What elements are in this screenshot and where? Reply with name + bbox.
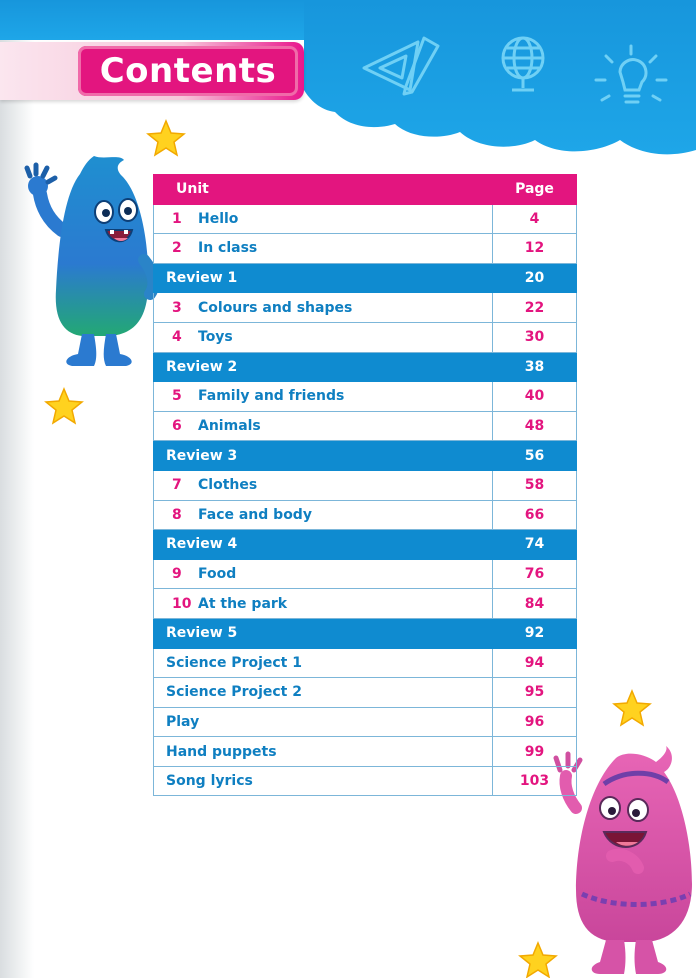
- page-number: 4: [493, 204, 577, 234]
- unit-number: 1: [172, 210, 182, 227]
- entry-title: [154, 204, 493, 234]
- page-number: 95: [493, 678, 577, 708]
- entry-label: Song lyrics: [166, 773, 253, 790]
- entry-label: Family and friends: [198, 388, 345, 405]
- page-number: 40: [493, 382, 577, 412]
- entry-label: Hello: [198, 210, 239, 227]
- unit-number: 9: [172, 566, 182, 583]
- table-row: [154, 411, 577, 441]
- entry-title: [154, 263, 493, 293]
- review-row: [154, 352, 577, 382]
- entry-label: Face and body: [198, 506, 312, 523]
- table-row: [154, 707, 577, 737]
- entry-title: [154, 441, 493, 471]
- entry-title: [154, 500, 493, 530]
- entry-label: Animals: [198, 418, 261, 435]
- page-number: 94: [493, 648, 577, 678]
- entry-label: Toys: [198, 329, 233, 346]
- page-number: 48: [493, 411, 577, 441]
- table-row: [154, 204, 577, 234]
- table-row: [154, 500, 577, 530]
- page-number: 99: [493, 737, 577, 767]
- page-number: 58: [493, 470, 577, 500]
- unit-number: 7: [172, 477, 182, 494]
- unit-number: 5: [172, 388, 182, 405]
- page-number: 92: [493, 618, 577, 648]
- entry-title: [154, 352, 493, 382]
- page-number: 84: [493, 589, 577, 619]
- entry-label: In class: [198, 240, 258, 257]
- entry-title: [154, 618, 493, 648]
- entry-label: Play: [166, 713, 200, 730]
- table-row: [154, 293, 577, 323]
- page-number: 12: [493, 234, 577, 264]
- entry-label: Science Project 2: [166, 684, 302, 701]
- star-icon: [44, 386, 84, 426]
- contents-table: [153, 174, 577, 796]
- unit-number: 3: [172, 299, 182, 316]
- entry-title: [154, 234, 493, 264]
- review-row: [154, 263, 577, 293]
- entry-label: Review 5: [166, 625, 238, 642]
- entry-title: [154, 470, 493, 500]
- unit-column-header: Unit: [154, 175, 493, 205]
- entry-label: Colours and shapes: [198, 299, 353, 316]
- title-box: [78, 46, 298, 96]
- review-row: [154, 441, 577, 471]
- entry-label: Hand puppets: [166, 743, 277, 760]
- lightbulb-icon: [590, 42, 672, 124]
- page-number: 74: [493, 530, 577, 560]
- page-number: 56: [493, 441, 577, 471]
- set-square-pencil-icon: [358, 34, 442, 98]
- table-row: [154, 234, 577, 264]
- page-number: 103: [493, 766, 577, 796]
- entry-title: [154, 322, 493, 352]
- entry-label: Review 2: [166, 358, 238, 375]
- page-number: 38: [493, 352, 577, 382]
- unit-number: 10: [172, 595, 192, 612]
- page-number: 76: [493, 559, 577, 589]
- page-column-header: Page: [493, 175, 577, 205]
- entry-label: Review 4: [166, 536, 238, 553]
- entry-label: Food: [198, 566, 237, 583]
- table-row: [154, 648, 577, 678]
- entry-title: [154, 678, 493, 708]
- unit-number: 2: [172, 240, 182, 257]
- entry-title: [154, 589, 493, 619]
- blue-monster-character: [24, 150, 164, 372]
- entry-title: [154, 648, 493, 678]
- page-number: 20: [493, 263, 577, 293]
- table-row: [154, 589, 577, 619]
- review-row: [154, 530, 577, 560]
- unit-number: 4: [172, 329, 182, 346]
- entry-label: Clothes: [198, 477, 258, 494]
- entry-title: [154, 530, 493, 560]
- table-row: [154, 559, 577, 589]
- star-icon: [612, 688, 652, 728]
- contents-table-body: [154, 204, 577, 796]
- table-row: [154, 322, 577, 352]
- entry-title: [154, 382, 493, 412]
- entry-label: Review 3: [166, 447, 238, 464]
- review-row: [154, 618, 577, 648]
- page-title: Contents: [99, 51, 277, 91]
- unit-number: 6: [172, 418, 182, 435]
- entry-label: Review 1: [166, 270, 238, 287]
- table-row: [154, 678, 577, 708]
- entry-title: [154, 737, 493, 767]
- table-row: [154, 737, 577, 767]
- page-number: 96: [493, 707, 577, 737]
- entry-title: [154, 559, 493, 589]
- table-row: [154, 766, 577, 796]
- table-row: [154, 470, 577, 500]
- table-row: [154, 382, 577, 412]
- page-number: 66: [493, 500, 577, 530]
- entry-label: Science Project 1: [166, 654, 302, 671]
- entry-title: [154, 766, 493, 796]
- entry-label: At the park: [198, 595, 288, 612]
- page-number: 22: [493, 293, 577, 323]
- globe-icon: [494, 30, 552, 94]
- table-header-row: [154, 175, 577, 205]
- entry-title: [154, 293, 493, 323]
- page-number: 30: [493, 322, 577, 352]
- entry-title: [154, 707, 493, 737]
- unit-number: 8: [172, 506, 182, 523]
- entry-title: [154, 411, 493, 441]
